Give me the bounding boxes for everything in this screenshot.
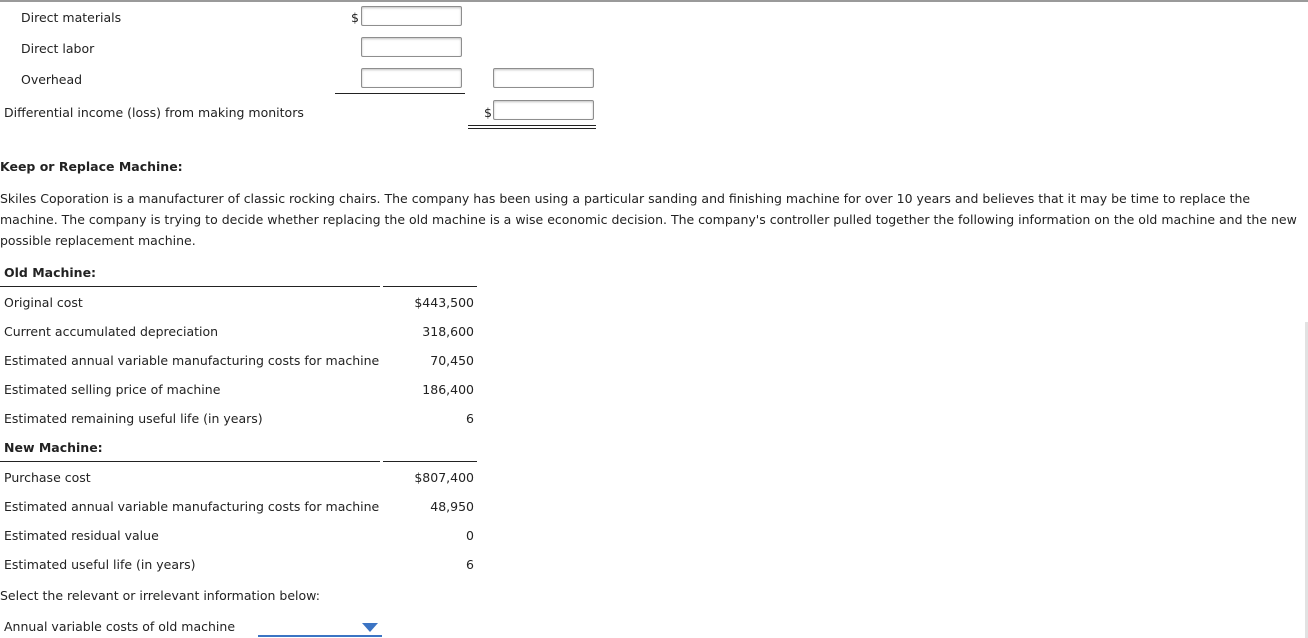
old-remaining-life-value: 6 (466, 411, 474, 426)
overhead-input[interactable] (361, 68, 462, 88)
direct-materials-currency: $ (351, 10, 359, 25)
old-selling-price-label: Estimated selling price of machine (4, 382, 221, 397)
direct-labor-input[interactable] (361, 37, 462, 57)
new-purchase-cost-value: $807,400 (414, 470, 474, 485)
total-relevant-cost-input[interactable] (493, 68, 594, 88)
old-variable-costs-label: Estimated annual variable manufacturing costs for machine (4, 353, 380, 368)
old-variable-costs-value: 70,450 (430, 353, 474, 368)
overhead-label: Overhead (21, 72, 83, 87)
annual-variable-costs-old-label: Annual variable costs of old machine (4, 619, 236, 634)
old-accumulated-depreciation-label: Current accumulated depreciation (4, 324, 219, 339)
old-machine-rule-left (0, 286, 380, 287)
new-residual-value-label: Estimated residual value (4, 528, 159, 543)
new-variable-costs-label: Estimated annual variable manufacturing costs for machine (4, 499, 380, 514)
old-machine-rule-right (383, 286, 477, 287)
old-remaining-life-label: Estimated remaining useful life (in years) (4, 411, 263, 426)
new-useful-life-label: Estimated useful life (in years) (4, 557, 196, 572)
direct-labor-label: Direct labor (21, 41, 95, 56)
new-variable-costs-value: 48,950 (430, 499, 474, 514)
double-rule-bottom (468, 128, 596, 129)
old-accumulated-depreciation-value: 318,600 (422, 324, 474, 339)
differential-income-label: Differential income (loss) from making monitors (4, 105, 304, 120)
subtotal-rule (335, 93, 465, 94)
double-rule-top (468, 125, 596, 126)
select-instruction: Select the relevant or irrelevant information below: (0, 588, 320, 603)
old-machine-heading: Old Machine: (4, 265, 97, 280)
keep-replace-heading: Keep or Replace Machine: (0, 159, 183, 174)
annual-variable-costs-old-select[interactable] (258, 635, 382, 637)
dropdown-arrow-icon[interactable] (362, 623, 378, 632)
differential-income-input[interactable] (493, 100, 594, 120)
old-original-cost-value: $443,500 (414, 295, 474, 310)
top-border (0, 0, 1308, 2)
direct-materials-input[interactable] (361, 6, 462, 26)
new-machine-rule-right (383, 461, 477, 462)
old-selling-price-value: 186,400 (422, 382, 474, 397)
new-machine-rule-left (0, 461, 380, 462)
new-purchase-cost-label: Purchase cost (4, 470, 91, 485)
old-original-cost-label: Original cost (4, 295, 83, 310)
new-useful-life-value: 6 (466, 557, 474, 572)
keep-replace-paragraph: Skiles Coporation is a manufacturer of classic rocking chairs. The company has been using a particular sanding and finishing machine for over 10 years and believes that it may be time to replace the machine. The company is trying to decide whether replacing the old machine is a wise economic decision. The company's controller pulled together the following information on the old machine and the new possible replacement machine. (0, 191, 1297, 248)
new-residual-value-value: 0 (466, 528, 474, 543)
differential-currency: $ (484, 105, 492, 120)
new-machine-heading: New Machine: (4, 440, 103, 455)
direct-materials-label: Direct materials (21, 10, 122, 25)
